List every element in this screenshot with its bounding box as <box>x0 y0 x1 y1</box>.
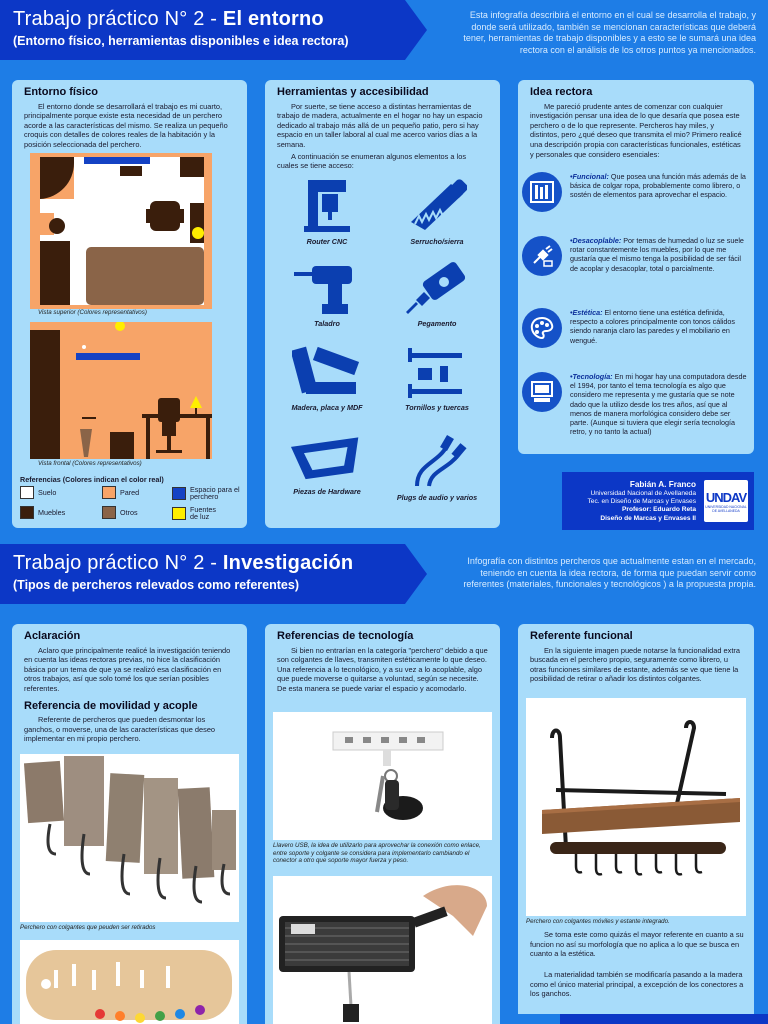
legend-item: Otros <box>102 506 138 519</box>
photo-caption: Perchero con colgantes móviles y estante integrado. <box>526 918 670 925</box>
university-logo: UNDAV UNIVERSIDAD NACIONAL DE AVELLANEDA <box>704 480 748 522</box>
header-description: Infografía con distintos percheros que actualmente estan en el mercado, teniendo en cuenta la idea rectora, de forma que puedan servir como referentes (materiales, funcionales y tecnológicos ) a la propuesta propia. <box>463 556 756 589</box>
legend-item: Fuentes de luz <box>172 506 220 520</box>
header-investigacion <box>0 544 768 604</box>
page-title: Trabajo práctico N° 2 - El entorno <box>13 8 324 30</box>
feature-text: •Tecnología: En mi hogar hay una computadora desde el 1994, por tanto el tema tecnología es algo que considero me representa y me gustaría que se note dado que la utilizo desde los tres años, así que al menos de manera morfológica considero debe ser parte. (Aunque si tuviera que elegir sería tecnología retro, y no tanto la actual) <box>570 372 747 437</box>
card-text: Si bien no entrarían en la categoría "perchero" debido a que son colgantes de llaves, transmiten estéticamente lo que deseo. Una referencia a lo tecnológico, y a su vez a lo acoplable, algo que puede moverse o quitarse a voluntad, según se necesite. De esta manera se puede variar el espacio y acomodarlo. <box>277 645 488 693</box>
connector-icon <box>289 434 365 484</box>
page-title: Trabajo práctico N° 2 - Investigación <box>13 552 354 574</box>
card-entorno-fisico <box>12 80 247 528</box>
room-top-view <box>30 153 212 309</box>
page-subtitle: (Tipos de percheros relevados como referentes) <box>13 578 299 592</box>
legend-swatch <box>172 507 186 520</box>
tool-cnc-router <box>277 178 377 246</box>
legend-swatch <box>20 486 34 499</box>
card-aclaracion <box>12 624 247 1024</box>
card-title: Herramientas y accesibilidad <box>277 86 429 98</box>
header-arrow <box>405 0 427 60</box>
professor: Profesor: Eduardo Reta <box>621 506 696 514</box>
feature-text: •Estética: El entorno tiene una estética definida, respecto a colores principalmente con tonos cálidos siendo naranja claro las paredes y el mobiliario en wengué. <box>570 308 736 345</box>
tool-hardware <box>277 434 377 496</box>
card-text: Aclaro que principalmente realicé la investigación teniendo en cuenta las ideas rectoras previas, no hice la clasificación básica por un tema de que ya se realizó esa clasificación en otros trabajos, así que solo tomé los que serían posibles referentes. <box>24 645 231 693</box>
card-funcional <box>518 624 754 1014</box>
tool-label: Serrucho/sierra <box>410 237 464 246</box>
card-tecnologia <box>265 624 500 1024</box>
legend-item: Muebles <box>20 506 65 519</box>
legend-swatch <box>172 487 186 500</box>
tool-glue <box>387 260 487 328</box>
tool-wood <box>277 344 377 412</box>
tool-screws <box>387 344 487 412</box>
career: Tec. en Diseño de Marcas y Envases <box>587 498 696 506</box>
legend-title: Referencias (Colores indican el color real) <box>20 475 164 484</box>
subject: Diseño de Marcas y Envases II <box>600 514 696 522</box>
wood-planks-icon <box>292 344 362 400</box>
legend-item: Pared <box>102 486 139 499</box>
header-arrow <box>405 544 427 604</box>
bookshelf-icon <box>522 172 562 212</box>
tool-drill <box>277 260 377 328</box>
photo-caption: Llavero USB, la idea de utilizarlo para aprovechar la conexión como enlace, entre soporte y colgante se considera para implementarlo cambiando el conector a otro que soporte mayor fuerza y peso. <box>273 842 481 864</box>
tool-saw <box>387 178 487 246</box>
tool-label: Tornillos y tuercas <box>405 403 469 412</box>
audio-plug-icon <box>407 434 467 490</box>
card-text: Por suerte, se tiene acceso a distintas herramientas de trabajo de madera, actualmente en el hogar no hay un espacio dedicado al trabajo más allá de un pequeño patio, pero si hay espacio en un taller laboral al cual me acerco varios días a la semana. <box>277 101 483 149</box>
plug-icon <box>522 236 562 276</box>
card-text: La materialidad también se modificaría pasando a la madera como el único material principal, a excepción de los conectores a los ganchos. <box>530 970 744 999</box>
card-text: Se toma este como quizás el mayor referente en cuanto a su funcion no así su morfología que no aplica a lo que se busca en cuanto a la estética. <box>530 930 744 959</box>
header-entorno <box>0 0 768 60</box>
feature-text: •Funcional: Que posea una función más además de la básica de colgar ropa, probablemente como librero, o sostén de elementos para aprovechar el espacio. <box>570 172 746 200</box>
caption-front-view: Vista frontal (Colores representativos) <box>38 460 142 467</box>
card-title: Aclaración <box>24 630 81 642</box>
tool-label: Piezas de Hardware <box>293 487 361 496</box>
saw-icon <box>407 178 467 234</box>
card-title: Idea rectora <box>530 86 593 98</box>
legend-item: Espacio para el perchero <box>172 486 242 500</box>
caption-top-view: Vista superior (Colores representativos) <box>38 309 147 316</box>
photo-shelf-hanger <box>526 698 746 916</box>
card-title: Entorno físico <box>24 86 98 98</box>
palette-icon <box>522 308 562 348</box>
card-text: El entorno donde se desarrollará el trabajo es mi cuarto, principalmente porque existe esta necesidad de un perchero acorde a las características del mismo. Se realiza un pequeño croquis con detalles de colores reales de la habitación y la posición seleccionada del perchero. <box>24 101 228 149</box>
header-description: Esta infografía describirá el entorno en el cual se desarrolla el trabajo, y donde será utilizado, también se mencionan características que deberá tener, herramientas de trabajo disponibles y a esto se le sumará una idea rectora con el análisis de los otros puntos ya mencionados. <box>463 10 756 55</box>
footer-band <box>560 1014 768 1024</box>
screws-icon <box>402 344 472 400</box>
credits-block <box>562 472 754 530</box>
card-herramientas <box>265 80 500 528</box>
room-front-view <box>30 322 212 459</box>
card-text: A continuación se enumeran algunos elementos a los cuales se tiene acceso: <box>277 151 467 171</box>
card-title: Referente funcional <box>530 630 633 642</box>
credits-text <box>588 480 696 523</box>
tool-audio-plugs <box>387 434 487 502</box>
legend-swatch <box>102 506 116 519</box>
tool-label: Plugs de audio y varios <box>396 493 478 502</box>
photo-usb-keyholder <box>273 712 492 840</box>
photo-kids-rack <box>20 940 239 1024</box>
author-name: Fabián A. Franco <box>629 480 696 489</box>
university: Universidad Nacional de Avellaneda <box>590 490 696 497</box>
card-text: Referente de percheros que pueden desmontar los ganchos, o moverse, una de las características que deseo implementar en mi propio perchero. <box>24 715 216 744</box>
legend-swatch <box>20 506 34 519</box>
drill-icon <box>292 260 362 316</box>
photo-removable-hooks <box>20 754 239 922</box>
legend-swatch <box>102 486 116 499</box>
card-title: Referencias de tecnología <box>277 630 414 642</box>
tool-label: Madera, placa y MDF <box>291 403 363 412</box>
card-text: En la siguiente imagen puede notarse la funcionalidad extra buscada en el perchero propio, seguramente como librero, u otras funciones similares de estante, además se ve que tiene la posibilidad de retirar o añadir los distintos colgantes. <box>530 645 740 684</box>
legend-item: Suelo <box>20 486 56 499</box>
card-title: Referencia de movilidad y acople <box>24 699 198 712</box>
tool-label: Taladro <box>314 319 340 328</box>
tool-label: Router CNC <box>306 237 348 246</box>
photo-caption: Perchero con colgantes que peuden ser retirados <box>20 924 156 931</box>
cnc-router-icon <box>302 178 352 234</box>
card-text: Me pareció prudente antes de comenzar con cualquier investigación pensar una idea de lo que desaría que posea este perchero o de lo que represente. Percheros hay miles, y distintos, pero ¿qué deseo que transmita el mio? Primero realicé una descripción propia con características funcionales, estéticas y personales que considero esenciales: <box>530 101 742 159</box>
glue-icon <box>402 260 472 316</box>
photo-amp-keyholder <box>273 876 492 1024</box>
computer-icon <box>522 372 562 412</box>
tool-label: Pegamento <box>417 319 457 328</box>
feature-text: •Desacoplable: Por temas de humedad o luz se suele rotar constantemente los muebles, por lo que me gustaría que el mismo tenga la posibilidad de ser fácil de acoplar y desacoplar, total o parcialmente. <box>570 236 744 273</box>
page-subtitle: (Entorno físico, herramientas disponibles e idea rectora) <box>13 34 349 48</box>
card-idea-rectora <box>518 80 754 454</box>
